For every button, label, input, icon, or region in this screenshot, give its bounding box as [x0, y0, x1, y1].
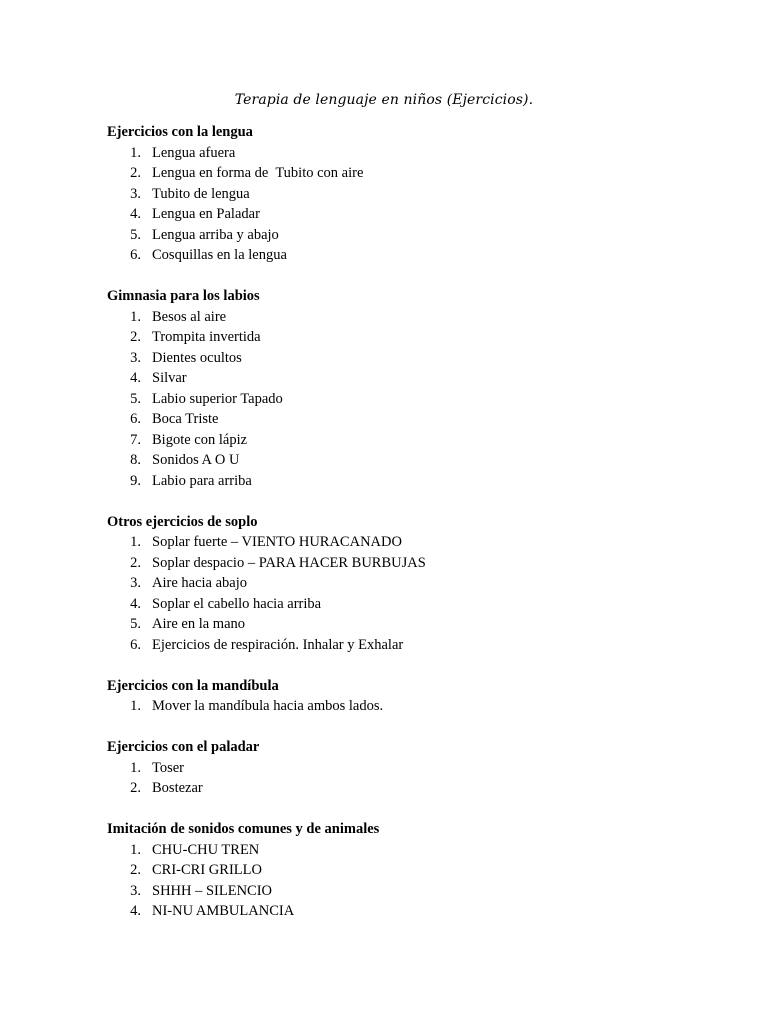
list-item — [107, 225, 727, 246]
item-text: Aire en la mano — [152, 616, 246, 632]
list-item — [107, 758, 727, 779]
item-text: Soplar el cabello hacia arriba — [152, 595, 322, 612]
item-number: 9. — [130, 472, 141, 489]
item-number: 6. — [130, 247, 141, 263]
document-title: Terapia de lenguaje en niños (Ejercicios). — [234, 92, 534, 108]
section-heading: Ejercicios con la lengua — [107, 124, 253, 140]
item-number: 4. — [130, 370, 141, 386]
item-number: 1. — [130, 308, 141, 325]
item-number: 4. — [130, 206, 141, 222]
list-item — [107, 573, 727, 594]
list-item — [107, 553, 727, 574]
list-item — [107, 614, 727, 635]
item-number: 7. — [130, 431, 141, 448]
list-item — [107, 245, 727, 266]
item-number: 1. — [130, 144, 141, 161]
item-number: 1. — [130, 698, 141, 714]
item-text: Bigote con lápiz — [152, 431, 248, 448]
item-number: 3. — [130, 882, 141, 899]
item-text: Boca Triste — [152, 411, 219, 427]
section-heading: Gimnasia para los labios — [107, 288, 260, 304]
item-number: 2. — [130, 862, 141, 878]
item-text: CRI-CRI GRILLO — [152, 862, 262, 878]
item-number: 2. — [130, 554, 141, 571]
item-number: 3. — [130, 349, 141, 366]
item-text: Ejercicios de respiración. Inhalar y Exhalar — [152, 636, 404, 653]
list-item — [107, 450, 727, 471]
item-number: 5. — [130, 226, 141, 243]
item-number: 4. — [130, 595, 141, 612]
list-item — [107, 881, 727, 902]
section-heading: Otros ejercicios de soplo — [107, 513, 258, 530]
item-text: CHU-CHU TREN — [152, 841, 260, 858]
item-number: 1. — [130, 534, 141, 550]
list-item — [107, 163, 727, 184]
item-number: 2. — [130, 329, 141, 345]
item-text: Lengua en forma de Tubito con aire — [152, 165, 364, 181]
item-number: 2. — [130, 165, 141, 181]
list-item — [107, 532, 727, 553]
section-heading: Imitación de sonidos comunes y de animales — [107, 821, 380, 837]
list-item — [107, 860, 727, 881]
item-number: 2. — [130, 780, 141, 796]
section-ejercicios-mandibula — [107, 676, 727, 717]
list-item — [107, 840, 727, 861]
exercise-list — [107, 696, 727, 717]
list-item — [107, 204, 727, 225]
list-item — [107, 430, 727, 451]
item-number: 4. — [130, 903, 141, 919]
section-ejercicios-soplo — [107, 512, 727, 656]
list-item — [107, 594, 727, 615]
item-number: 3. — [130, 185, 141, 202]
item-text: Lengua en Paladar — [152, 206, 260, 222]
list-item — [107, 143, 727, 164]
item-text: Soplar despacio – PARA HACER BURBUJAS — [152, 554, 426, 571]
item-text: Cosquillas en la lengua — [152, 247, 287, 263]
item-text: Silvar — [152, 370, 187, 386]
item-text: Lengua arriba y abajo — [152, 226, 279, 243]
item-text: Bostezar — [152, 780, 203, 796]
item-text: Trompita invertida — [152, 329, 261, 345]
exercise-list — [107, 758, 727, 799]
item-number: 6. — [130, 411, 141, 427]
exercise-list — [107, 840, 727, 922]
exercise-list — [107, 532, 727, 655]
list-item — [107, 307, 727, 328]
section-imitacion-sonidos — [107, 819, 727, 922]
item-text: Sonidos A O U — [152, 452, 240, 468]
list-item — [107, 184, 727, 205]
item-text: Dientes ocultos — [152, 349, 242, 366]
list-item — [107, 901, 727, 922]
item-text: SHHH – SILENCIO — [152, 882, 273, 899]
item-number: 1. — [130, 841, 141, 858]
item-text: Soplar fuerte – VIENTO HURACANADO — [152, 534, 402, 550]
section-ejercicios-lengua — [107, 122, 727, 266]
item-number: 5. — [130, 616, 141, 632]
section-gimnasia-labios — [107, 286, 727, 491]
item-number: 6. — [130, 636, 141, 653]
list-item — [107, 409, 727, 430]
item-number: 8. — [130, 452, 141, 468]
exercise-list — [107, 143, 727, 266]
list-item — [107, 471, 727, 492]
item-text: Mover la mandíbula hacia ambos lados. — [152, 698, 384, 714]
exercise-list — [107, 307, 727, 492]
list-item — [107, 389, 727, 410]
item-text: Labio para arriba — [152, 472, 252, 489]
item-text: Toser — [152, 759, 185, 776]
list-item — [107, 778, 727, 799]
list-item — [107, 348, 727, 369]
section-heading: Ejercicios con el paladar — [107, 739, 260, 755]
item-text: Labio superior Tapado — [152, 390, 283, 407]
list-item — [107, 696, 727, 717]
item-text: NI-NU AMBULANCIA — [152, 903, 295, 919]
item-number: 1. — [130, 759, 141, 776]
item-text: Besos al aire — [152, 308, 227, 325]
item-text: Tubito de lengua — [152, 185, 250, 202]
section-heading: Ejercicios con la mandíbula — [107, 677, 279, 694]
item-number: 5. — [130, 390, 141, 407]
list-item — [107, 635, 727, 656]
list-item — [107, 327, 727, 348]
list-item — [107, 368, 727, 389]
item-text: Aire hacia abajo — [152, 575, 248, 591]
document-body — [107, 122, 727, 942]
section-ejercicios-paladar — [107, 737, 727, 799]
item-number: 3. — [130, 575, 141, 591]
item-text: Lengua afuera — [152, 144, 236, 161]
